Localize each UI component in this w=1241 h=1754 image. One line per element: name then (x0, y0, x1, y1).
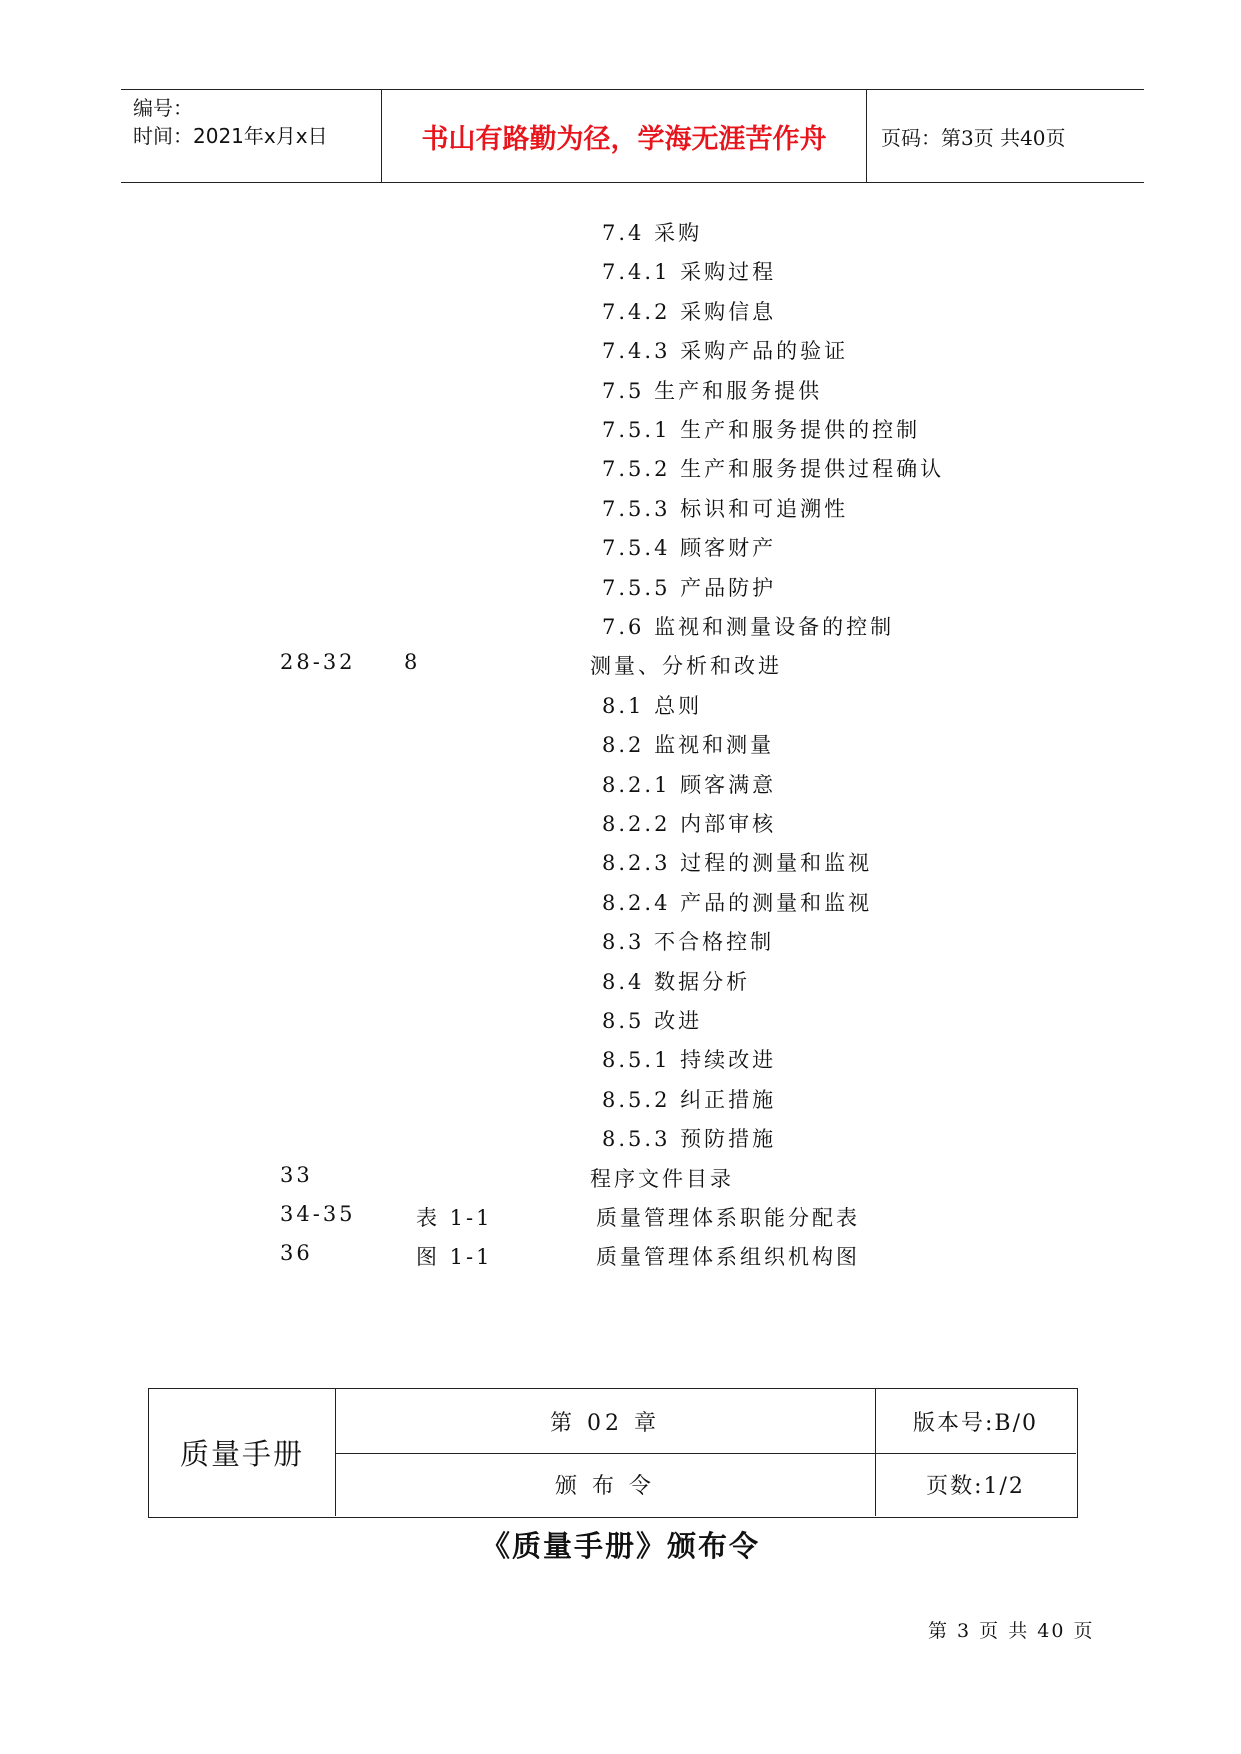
toc-title: 8.5.1 持续改进 (602, 1048, 777, 1073)
toc-row (0, 256, 1241, 290)
document-time-label: 时间：2021年x月x日 (133, 124, 328, 148)
toc-title: 7.5 生产和服务提供 (602, 378, 823, 403)
toc-row (0, 453, 1241, 487)
toc-page-range: 33 (280, 1162, 313, 1187)
toc-row (0, 887, 1241, 921)
toc-chapter: 图 1-1 (416, 1245, 493, 1270)
toc-chapter: 8 (404, 650, 421, 675)
version-cell: 版本号:B/0 (875, 1389, 1076, 1454)
page-count-cell: 页数:1/2 (926, 1474, 1025, 1499)
toc-title: 7.4.2 采购信息 (602, 299, 777, 324)
toc-title: 程序文件目录 (590, 1166, 734, 1191)
toc-title: 7.5.5 产品防护 (602, 575, 777, 600)
toc-title: 7.5.1 生产和服务提供的控制 (602, 418, 921, 442)
toc-row (0, 808, 1241, 842)
toc-title: 8.2.4 产品的测量和监视 (602, 890, 873, 915)
toc-row (0, 1241, 1241, 1275)
header-motto: 书山有路勤为径，学海无涯苦作舟 (382, 90, 867, 182)
toc-row (0, 769, 1241, 803)
toc-title: 8.5.3 预防措施 (602, 1127, 777, 1152)
toc-row (0, 375, 1241, 409)
toc-row (0, 729, 1241, 763)
toc-title: 8.4 数据分析 (602, 969, 751, 994)
toc-title: 7.4.3 采购产品的验证 (602, 339, 849, 364)
manual-title-cell: 质量手册 (149, 1389, 336, 1516)
toc-row (0, 611, 1241, 645)
toc-title: 8.5.2 纠正措施 (602, 1087, 777, 1112)
toc-title: 7.5.4 顾客财产 (602, 536, 777, 561)
toc-row (0, 532, 1241, 566)
header-info (121, 90, 382, 182)
toc-row (0, 335, 1241, 369)
toc-row (0, 1044, 1241, 1078)
toc-title: 8.2.2 内部审核 (602, 812, 777, 836)
toc-page-range: 28-32 (280, 650, 356, 675)
toc-row (0, 493, 1241, 527)
toc-row (0, 690, 1241, 724)
toc-row (0, 414, 1241, 448)
toc-chapter: 表 1-1 (416, 1206, 493, 1230)
toc-title: 8.2.3 过程的测量和监视 (602, 851, 873, 876)
toc-title: 质量管理体系职能分配表 (596, 1206, 860, 1230)
chapter-number-cell: 第 02 章 (335, 1389, 876, 1454)
toc-page-range: 36 (280, 1241, 313, 1266)
toc-row (0, 296, 1241, 330)
section-title-cell: 颁 布 令 (335, 1453, 876, 1516)
toc-title: 8.2.1 顾客满意 (602, 772, 777, 797)
toc-row (0, 1123, 1241, 1157)
toc-title: 7.5.3 标识和可追溯性 (602, 496, 849, 521)
section-heading: 《质量手册》颁布令 (480, 1529, 760, 1563)
toc-title: 7.6 监视和测量设备的控制 (602, 615, 895, 639)
toc-title: 8.2 监视和测量 (602, 733, 775, 758)
toc-row (0, 1202, 1241, 1236)
toc-row (0, 217, 1241, 251)
toc-title: 测量、分析和改进 (590, 654, 782, 679)
toc-row (0, 926, 1241, 960)
toc-title: 质量管理体系组织机构图 (596, 1245, 860, 1270)
toc-title: 8.3 不合格控制 (602, 930, 775, 955)
toc-page-range: 34-35 (280, 1202, 356, 1226)
toc-row (0, 966, 1241, 1000)
toc-title: 7.4.1 采购过程 (602, 260, 777, 285)
header-page-number: 页码：第3页 共40页 (881, 125, 1066, 150)
toc-title: 8.5 改进 (602, 1009, 703, 1033)
toc-row (0, 650, 1241, 684)
chapter-info-table (148, 1388, 1078, 1518)
toc-row (0, 847, 1241, 881)
toc-row (0, 572, 1241, 606)
toc-title: 8.1 总则 (602, 693, 703, 718)
page-footer: 第 3 页 共 40 页 (928, 1620, 1095, 1642)
page-header (121, 89, 1144, 183)
toc-row (0, 1163, 1241, 1197)
toc-row (0, 1005, 1241, 1039)
document-number-label: 编号： (133, 96, 193, 120)
toc-row (0, 1084, 1241, 1118)
toc-title: 7.4 采购 (602, 221, 703, 245)
toc-title: 7.5.2 生产和服务提供过程确认 (602, 457, 945, 482)
